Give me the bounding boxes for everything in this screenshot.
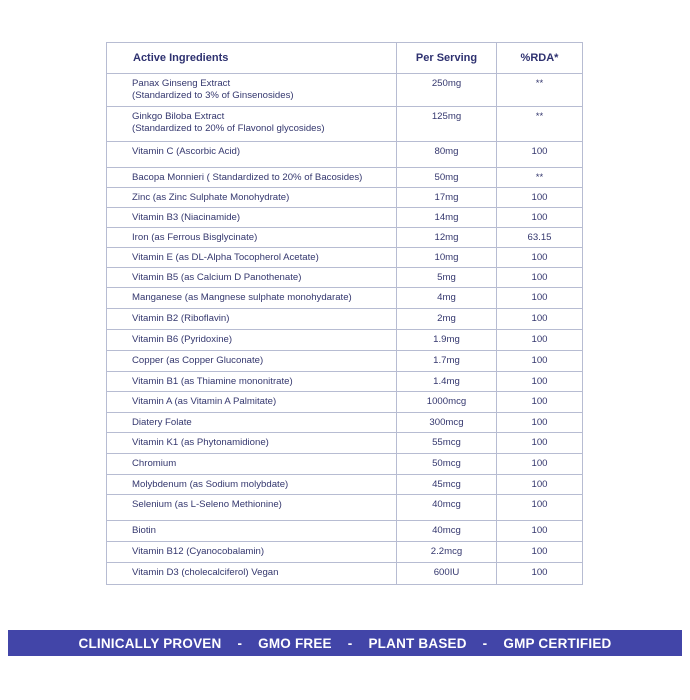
ingredient-name: Molybdenum (as Sodium molybdate) — [132, 479, 289, 490]
rda-cell: 100 — [497, 372, 583, 392]
header-active-ingredients: Active Ingredients — [107, 43, 397, 74]
per-serving-cell: 17mg — [397, 188, 497, 208]
banner-item: CLINICALLY PROVEN — [78, 635, 222, 651]
table-row — [107, 188, 583, 208]
rda-cell: ** — [497, 107, 583, 142]
table-row — [107, 288, 583, 309]
certifications-banner — [8, 630, 682, 656]
ingredient-name: Copper (as Copper Gluconate) — [132, 355, 264, 366]
rda-cell: ** — [497, 168, 583, 188]
per-serving-cell: 5mg — [397, 268, 497, 288]
per-serving-cell: 1000mcg — [397, 392, 497, 413]
per-serving-cell: 300mcg — [397, 413, 497, 433]
per-serving-cell: 4mg — [397, 288, 497, 309]
table-header-row — [107, 43, 583, 74]
ingredient-name: Zinc (as Zinc Sulphate Monohydrate) — [132, 192, 290, 203]
ingredient-name: Vitamin K1 (as Phytonamidione) — [132, 437, 269, 448]
rda-cell: 100 — [497, 475, 583, 495]
rda-cell: ** — [497, 74, 583, 107]
ingredient-name: Vitamin B6 (Pyridoxine) — [132, 334, 233, 345]
table-row — [107, 372, 583, 392]
per-serving-cell: 600IU — [397, 563, 497, 585]
ingredient-name: Chromium — [132, 458, 177, 469]
ingredient-name: Iron (as Ferrous Bisglycinate) — [132, 232, 258, 243]
per-serving-cell: 125mg — [397, 107, 497, 142]
banner-separator: - — [482, 635, 488, 651]
table-row — [107, 330, 583, 351]
header-rda: %RDA* — [497, 43, 583, 74]
per-serving-cell: 10mg — [397, 248, 497, 268]
per-serving-cell: 40mcg — [397, 495, 497, 521]
table-row — [107, 433, 583, 454]
per-serving-cell: 1.7mg — [397, 351, 497, 372]
ingredient-name: Diatery Folate — [132, 417, 192, 428]
banner-item: GMO FREE — [258, 635, 332, 651]
ingredient-cell — [107, 268, 397, 288]
ingredient-cell — [107, 330, 397, 351]
rda-cell: 100 — [497, 248, 583, 268]
ingredient-name: Vitamin A (as Vitamin A Palmitate) — [132, 396, 277, 407]
rda-cell: 100 — [497, 268, 583, 288]
rda-cell: 100 — [497, 454, 583, 475]
ingredient-name: Vitamin B1 (as Thiamine mononitrate) — [132, 376, 293, 387]
per-serving-cell: 45mcg — [397, 475, 497, 495]
ingredient-cell — [107, 392, 397, 413]
rda-cell: 100 — [497, 433, 583, 454]
ingredient-note: (Standardized to 20% of Flavonol glycosides) — [132, 123, 325, 134]
banner-separator: - — [347, 635, 353, 651]
rda-cell: 100 — [497, 542, 583, 563]
ingredient-cell — [107, 309, 397, 330]
ingredient-cell — [107, 454, 397, 475]
rda-cell: 100 — [497, 188, 583, 208]
ingredient-cell — [107, 107, 397, 142]
per-serving-cell: 12mg — [397, 228, 497, 248]
table-row — [107, 74, 583, 107]
table-row — [107, 542, 583, 563]
per-serving-cell: 50mg — [397, 168, 497, 188]
ingredient-cell — [107, 228, 397, 248]
per-serving-cell: 40mcg — [397, 521, 497, 542]
per-serving-cell: 2mg — [397, 309, 497, 330]
per-serving-cell: 55mcg — [397, 433, 497, 454]
ingredient-name: Selenium (as L-Seleno Methionine) — [132, 499, 282, 510]
rda-cell: 100 — [497, 330, 583, 351]
rda-cell: 100 — [497, 392, 583, 413]
per-serving-cell: 2.2mcg — [397, 542, 497, 563]
ingredient-name: Vitamin B2 (Riboflavin) — [132, 313, 230, 324]
table-row — [107, 563, 583, 585]
rda-cell: 100 — [497, 563, 583, 585]
ingredient-name: Panax Ginseng Extract — [132, 78, 231, 89]
ingredient-cell — [107, 563, 397, 585]
table-row — [107, 142, 583, 168]
rda-cell: 100 — [497, 413, 583, 433]
ingredient-cell — [107, 521, 397, 542]
rda-cell: 63.15 — [497, 228, 583, 248]
ingredient-name: Vitamin B12 (Cyanocobalamin) — [132, 546, 265, 557]
table-row — [107, 454, 583, 475]
table-row — [107, 228, 583, 248]
rda-cell: 100 — [497, 309, 583, 330]
rda-cell: 100 — [497, 495, 583, 521]
ingredient-note: (Standardized to 3% of Ginsenosides) — [132, 90, 294, 101]
ingredient-cell — [107, 433, 397, 454]
ingredient-cell — [107, 495, 397, 521]
rda-cell: 100 — [497, 142, 583, 168]
rda-cell: 100 — [497, 208, 583, 228]
ingredient-cell — [107, 248, 397, 268]
per-serving-cell: 14mg — [397, 208, 497, 228]
table-row — [107, 475, 583, 495]
table-row — [107, 495, 583, 521]
header-per-serving: Per Serving — [397, 43, 497, 74]
rda-cell: 100 — [497, 351, 583, 372]
ingredient-cell — [107, 475, 397, 495]
ingredient-cell — [107, 288, 397, 309]
ingredient-name: Vitamin B5 (as Calcium D Panothenate) — [132, 272, 302, 283]
table-row — [107, 248, 583, 268]
ingredient-cell — [107, 413, 397, 433]
table-row — [107, 309, 583, 330]
ingredient-name: Vitamin C (Ascorbic Acid) — [132, 146, 241, 157]
per-serving-cell: 80mg — [397, 142, 497, 168]
ingredient-cell — [107, 74, 397, 107]
ingredient-cell — [107, 168, 397, 188]
table-row — [107, 392, 583, 413]
ingredient-name: Ginkgo Biloba Extract — [132, 111, 225, 122]
ingredient-cell — [107, 188, 397, 208]
per-serving-cell: 1.9mg — [397, 330, 497, 351]
table-row — [107, 168, 583, 188]
rda-cell: 100 — [497, 521, 583, 542]
ingredient-name: Biotin — [132, 525, 156, 536]
table-row — [107, 351, 583, 372]
ingredient-name: Manganese (as Mangnese sulphate monohydarate) — [132, 292, 352, 303]
table-row — [107, 268, 583, 288]
table-row — [107, 413, 583, 433]
per-serving-cell: 250mg — [397, 74, 497, 107]
ingredient-cell — [107, 142, 397, 168]
per-serving-cell: 50mcg — [397, 454, 497, 475]
ingredient-cell — [107, 372, 397, 392]
table-row — [107, 107, 583, 142]
ingredient-name: Bacopa Monnieri ( Standardized to 20% of Bacosides) — [132, 172, 363, 183]
ingredient-name: Vitamin B3 (Niacinamide) — [132, 212, 241, 223]
ingredient-cell — [107, 351, 397, 372]
ingredient-name: Vitamin E (as DL-Alpha Tocopherol Acetate) — [132, 252, 319, 263]
banner-separator: - — [237, 635, 243, 651]
table-row — [107, 521, 583, 542]
table-row — [107, 208, 583, 228]
per-serving-cell: 1.4mg — [397, 372, 497, 392]
rda-cell: 100 — [497, 288, 583, 309]
ingredient-cell — [107, 208, 397, 228]
ingredient-name: Vitamin D3 (cholecalciferol) Vegan — [132, 567, 279, 578]
banner-item: GMP CERTIFIED — [503, 635, 612, 651]
nutrition-facts-table — [106, 42, 583, 585]
ingredient-cell — [107, 542, 397, 563]
banner-item: PLANT BASED — [368, 635, 467, 651]
